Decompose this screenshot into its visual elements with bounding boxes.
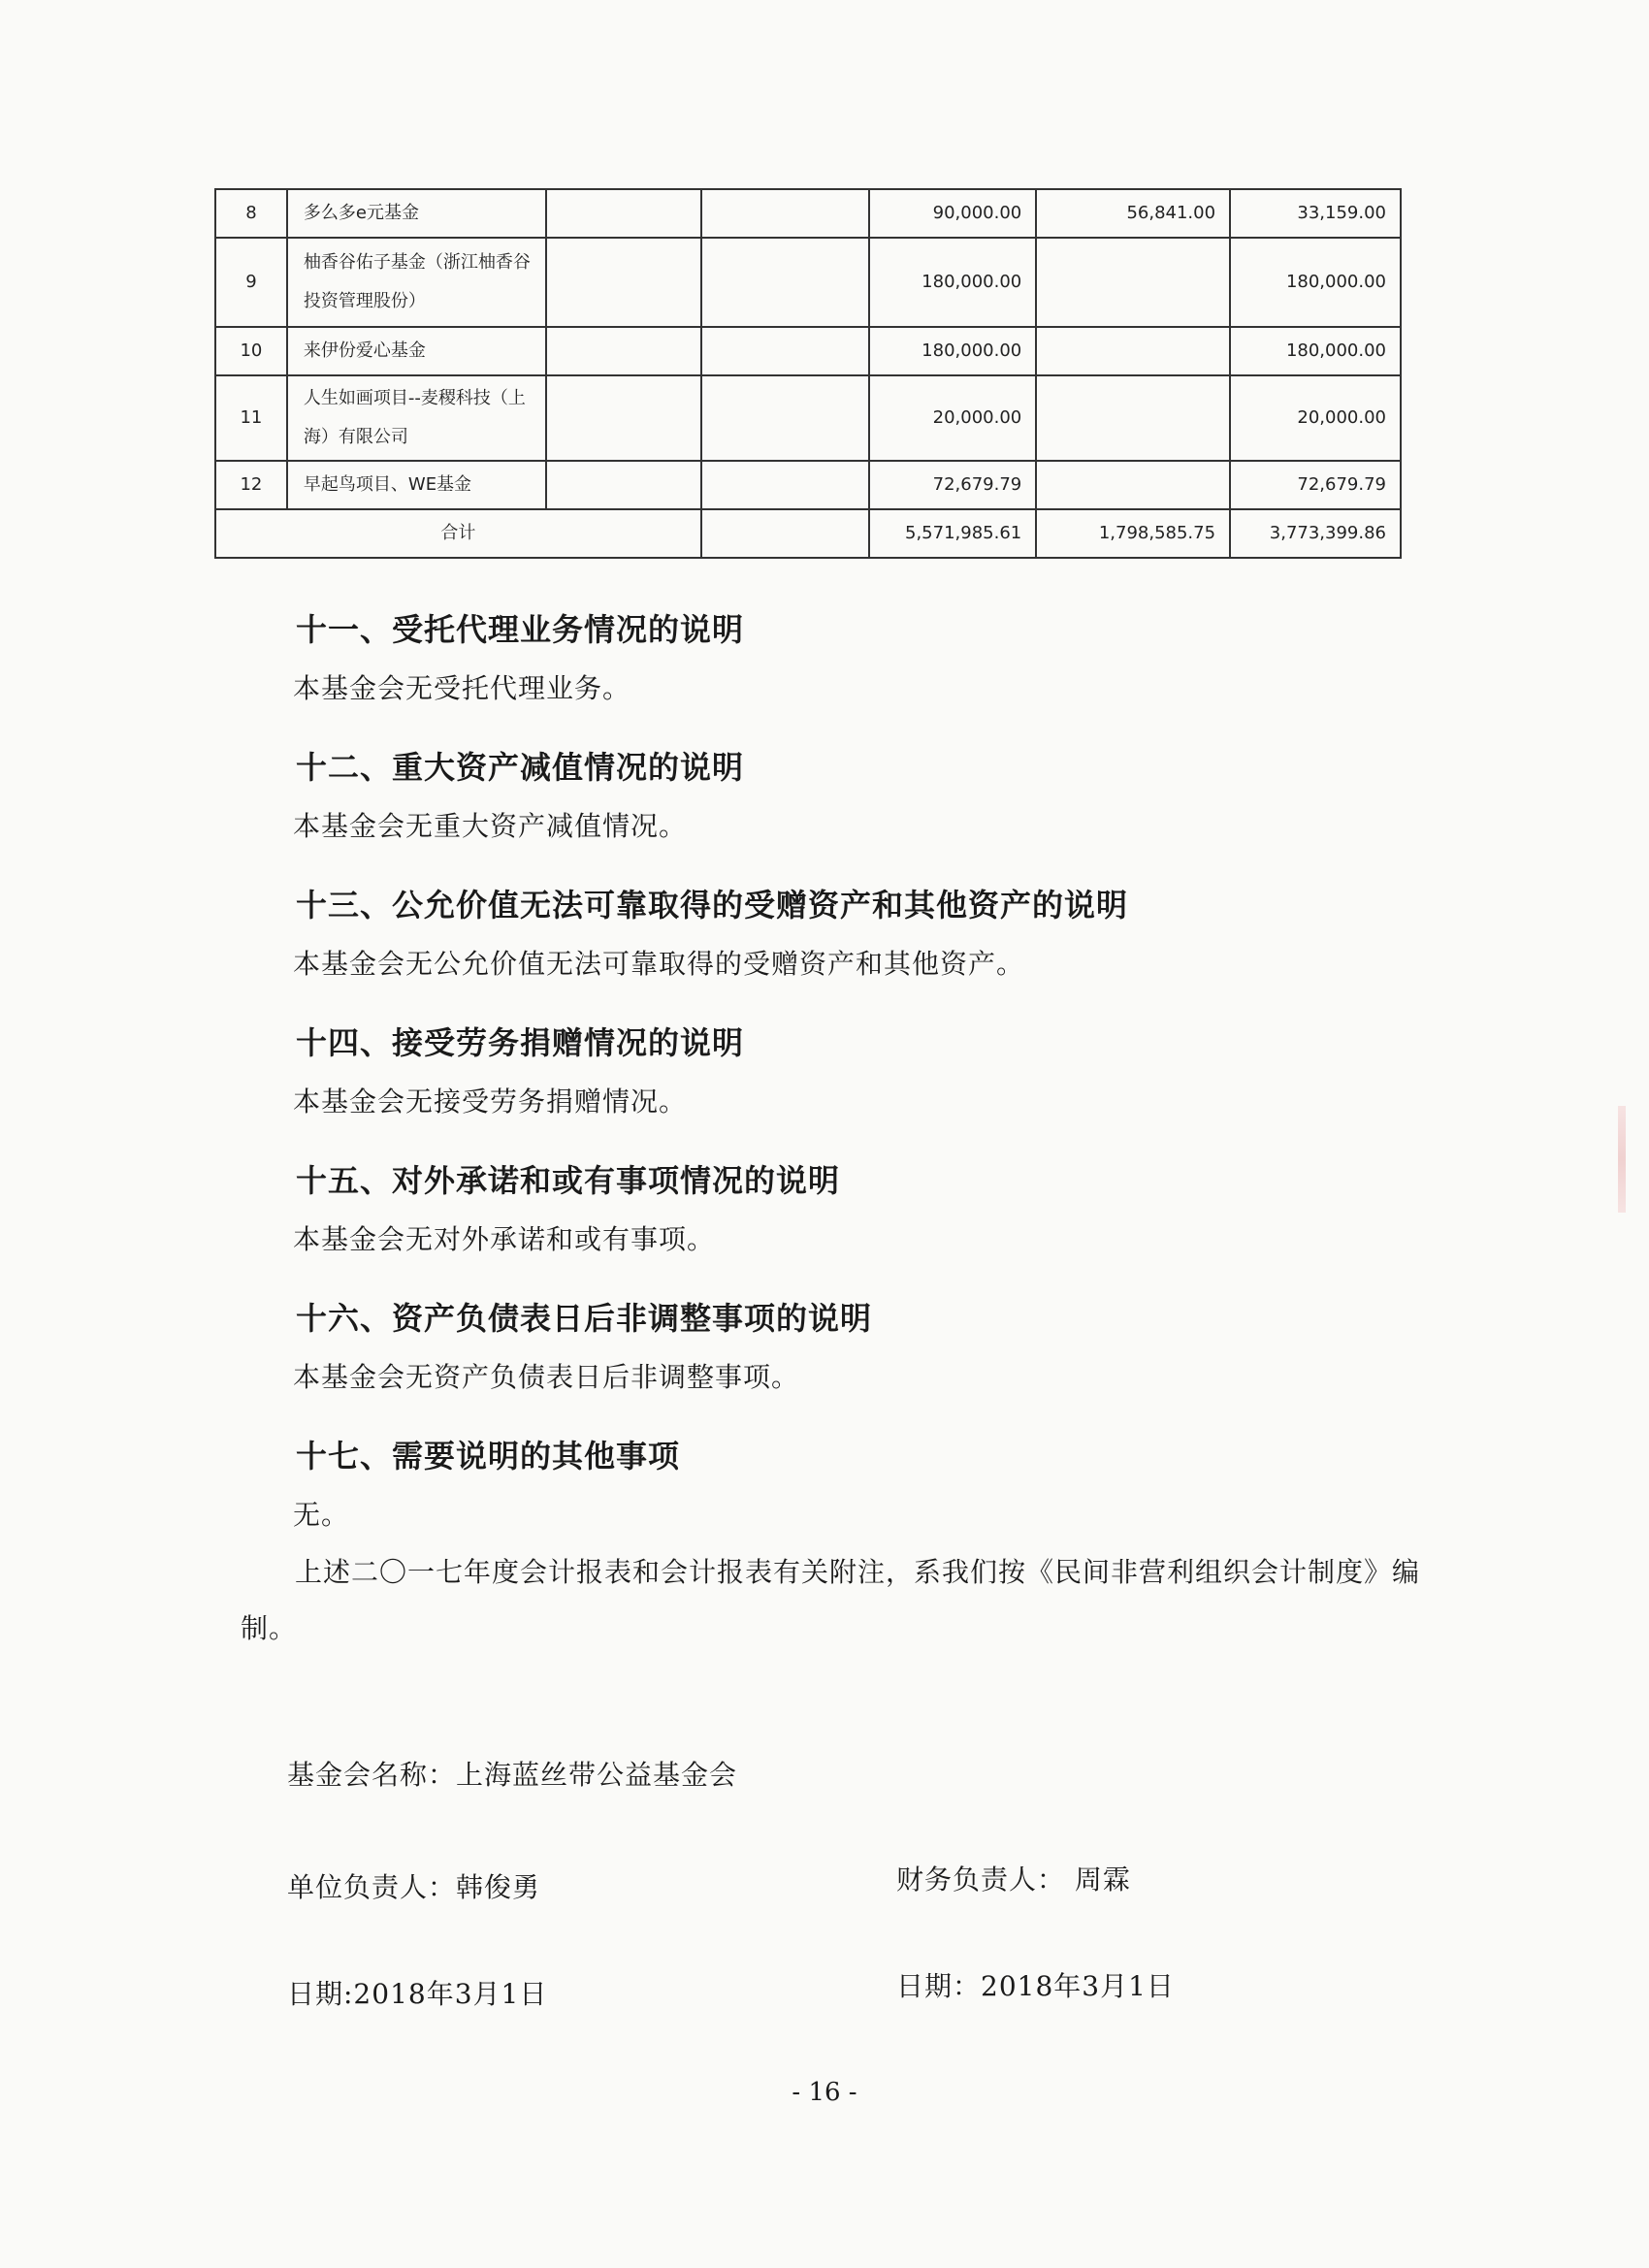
amount-cell (1036, 327, 1230, 375)
amount-cell: 180,000.00 (869, 327, 1036, 375)
table-row (215, 327, 1401, 375)
section-body: 本基金会无接受劳务捐赠情况。 (293, 1085, 688, 1118)
section-body: 本基金会无公允价值无法可靠取得的受赠资产和其他资产。 (293, 948, 1025, 980)
section-body: 本基金会无资产负债表日后非调整事项。 (293, 1361, 800, 1393)
amount-cell (1036, 461, 1230, 509)
binding-seal-mark (1618, 1106, 1626, 1213)
section-heading: 十四、接受劳务捐赠情况的说明 (296, 1024, 745, 1061)
section-heading: 十六、资产负债表日后非调整事项的说明 (296, 1300, 873, 1337)
amount-cell: 72,679.79 (1230, 461, 1401, 509)
table-cell (546, 375, 701, 461)
table-row (215, 375, 1401, 461)
section-heading: 十三、公允价值无法可靠取得的受赠资产和其他资产的说明 (296, 887, 1129, 923)
amount-cell (1036, 238, 1230, 327)
table-cell (546, 327, 701, 375)
section-body: 本基金会无对外承诺和或有事项。 (293, 1223, 716, 1255)
row-index: 11 (215, 375, 287, 461)
fund-name: 来伊份爱心基金 (287, 327, 546, 375)
finance-head: 财务负责人： 周霖 (896, 1863, 1131, 1895)
amount-cell: 90,000.00 (869, 189, 1036, 238)
table-cell (701, 509, 870, 558)
section-heading: 十二、重大资产减值情况的说明 (296, 749, 745, 786)
total-amount-cell: 1,798,585.75 (1036, 509, 1230, 558)
table-cell (701, 189, 870, 238)
foundation-name: 基金会名称：上海蓝丝带公益基金会 (287, 1759, 738, 1791)
amount-cell: 56,841.00 (1036, 189, 1230, 238)
total-amount-cell: 3,773,399.86 (1230, 509, 1401, 558)
amount-cell: 33,159.00 (1230, 189, 1401, 238)
fund-name: 早起鸟项目、WE基金 (287, 461, 546, 509)
fund-name: 人生如画项目--麦稷科技（上海）有限公司 (287, 375, 546, 461)
section-heading: 十七、需要说明的其他事项 (296, 1438, 681, 1474)
amount-cell: 180,000.00 (1230, 327, 1401, 375)
total-amount-cell: 5,571,985.61 (869, 509, 1036, 558)
table-cell (546, 461, 701, 509)
row-index: 10 (215, 327, 287, 375)
table-row (215, 189, 1401, 238)
table-total-row (215, 509, 1401, 558)
unit-head: 单位负责人：韩俊勇 (287, 1871, 541, 1903)
total-label: 合计 (215, 509, 701, 558)
date-right: 日期：2018年3月1日 (896, 1970, 1175, 2002)
section-heading: 十五、对外承诺和或有事项情况的说明 (296, 1162, 841, 1199)
table-cell (701, 238, 870, 327)
section-heading: 十一、受托代理业务情况的说明 (296, 611, 745, 648)
table-cell (701, 327, 870, 375)
section-body: 无。 (293, 1499, 350, 1531)
page-number: - 16 - (792, 2078, 857, 2107)
section-body: 本基金会无重大资产减值情况。 (293, 810, 688, 842)
date-left: 日期:2018年3月1日 (287, 1978, 548, 2010)
section-body: 本基金会无受托代理业务。 (293, 672, 631, 704)
table-cell (546, 189, 701, 238)
table-cell (546, 238, 701, 327)
closing-paragraph: 上述二〇一七年度会计报表和会计报表有关附注，系我们按《民间非营利组织会计制度》编制。 (241, 1556, 1421, 1644)
row-index: 9 (215, 238, 287, 327)
fund-name: 柚香谷佑子基金（浙江柚香谷投资管理股份） (287, 238, 546, 327)
fund-name: 多么多e元基金 (287, 189, 546, 238)
table-cell (701, 461, 870, 509)
table-cell (701, 375, 870, 461)
row-index: 12 (215, 461, 287, 509)
row-index: 8 (215, 189, 287, 238)
fund-balance-table (214, 188, 1402, 559)
amount-cell: 20,000.00 (869, 375, 1036, 461)
amount-cell (1036, 375, 1230, 461)
amount-cell: 180,000.00 (1230, 238, 1401, 327)
amount-cell: 72,679.79 (869, 461, 1036, 509)
amount-cell: 180,000.00 (869, 238, 1036, 327)
table-row (215, 238, 1401, 327)
table-row (215, 461, 1401, 509)
amount-cell: 20,000.00 (1230, 375, 1401, 461)
